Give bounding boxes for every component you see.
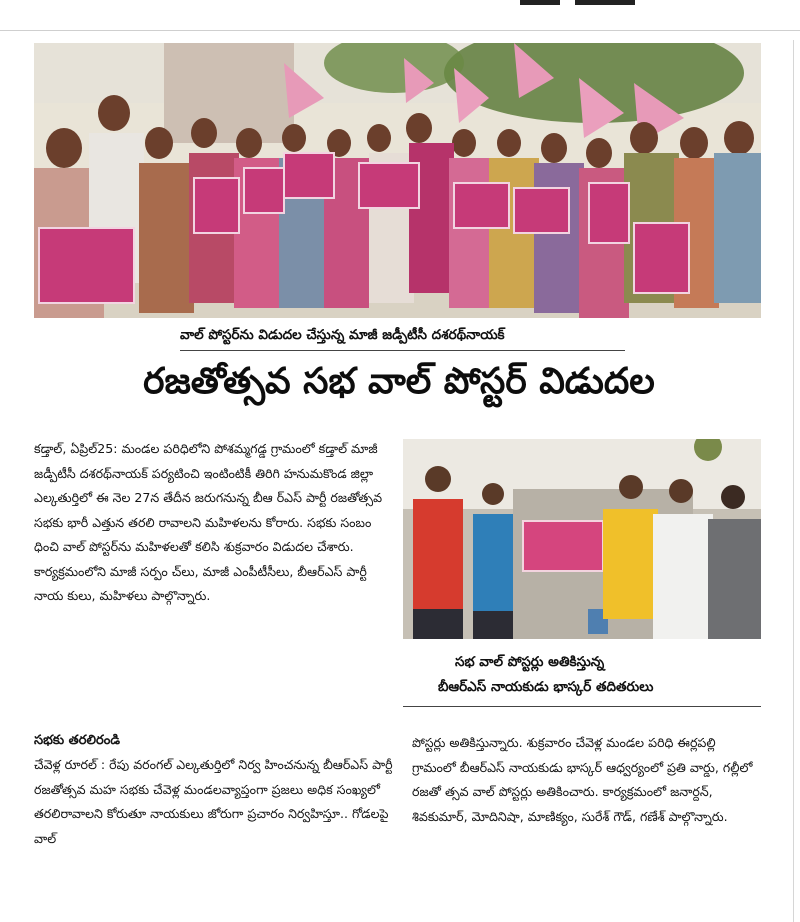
top-photo-caption: వాల్ పోస్టర్‌ను విడుదల చేస్తున్న మాజీ జడ్పీటీసీ దశరథ్‌నాయక్ bbox=[180, 327, 505, 343]
top-bar-mark bbox=[575, 0, 635, 5]
caption-underline bbox=[403, 706, 761, 707]
side-photo-caption-line2: బీఆర్‌ఎస్ నాయకుడు భాస్కర్ తదితరులు bbox=[438, 679, 654, 695]
article-paragraph-text: కడ్తాల్, ఏప్రిల్25: మండల పరిధిలోని పోశమ్మగడ్డ గ్రామంలో కడ్తాల్ మాజీ జడ్పీటీసీ దశరథ్‌నాయక్ పర్యటించి ఇంటింటికీ తిరిగి హనుమకొండ జిల్లా ఎల్కతుర్తిలో ఈ నెల 27న తేదీన జరుగనున్న బీఆ ర్‌ఎస్ పార్టీ రజతోత్సవ సభకు భారీ ఎత్తున తరలి రావాలని మహిళలను కోరారు. సభకు సంబం ధించి వాల్ పోస్టర్‌ను మహిళలతో కలిసి శుక్రవారం విడుదల చేశారు. కార్యక్రమంలోని మాజీ సర్పం చ్‌లు, మాజీ ఎంపీటీసీలు, బీఆర్‌ఎస్ పార్టీ నాయ కులు, మహిళలు పాల్గొన్నారు. bbox=[34, 441, 383, 603]
top-bar bbox=[0, 0, 800, 31]
column-divider bbox=[793, 40, 794, 922]
article-paragraph-text: చేవెళ్ల రూరల్ : రేపు వరంగల్ ఎల్కతుర్తిలో నిర్వ హించనున్న బీఆర్‌ఎస్ పార్టీ రజతోత్సవ మహ సభకు చేవెళ్ల మండలవ్యాప్తంగా ప్రజలు అధిక సంఖ్యలో తరలిరావాలని కోరుతూ నాయకులు జోరుగా ప్రచారం నిర్వహిస్తూ.. గోడలపై వాల్ bbox=[34, 757, 393, 846]
article-subhead: సభకు తరలిరండి bbox=[34, 733, 120, 748]
article-paragraph-text: పోస్టర్లు అతికిస్తున్నారు. శుక్రవారం చేవెళ్ల మండల పరిధి ఈర్లపల్లి గ్రామంలో బీఆర్‌ఎస్ నాయకుడు భాస్కర్ ఆధ్వర్యంలో ప్రతి వార్డు, గల్లీలో రజతో త్సవ వాల్ పోస్టర్లు అతికించారు. కార్యక్రమంలో జనార్దన్, శివకుమార్, మోదినిషా, మాణిక్యం, సురేశ్ గౌడ్, గణేశ్ పాల్గొన్నారు. bbox=[412, 735, 753, 824]
top-photo bbox=[34, 43, 761, 318]
article-second-paragraph bbox=[34, 753, 394, 903]
side-photo bbox=[403, 439, 761, 639]
top-bar-mark bbox=[520, 0, 560, 5]
article-main-paragraph bbox=[34, 437, 394, 727]
leaders-with-poster-image bbox=[403, 439, 761, 639]
women-with-posters-image bbox=[34, 43, 761, 318]
article-right-paragraph bbox=[412, 731, 762, 901]
side-photo-caption-line1: సభ వాల్ పోస్టర్లు అతికిస్తున్న bbox=[455, 654, 605, 670]
page-title: రజతోత్సవ సభ వాల్ పోస్టర్ విడుదల bbox=[143, 361, 655, 402]
caption-underline bbox=[180, 350, 625, 351]
